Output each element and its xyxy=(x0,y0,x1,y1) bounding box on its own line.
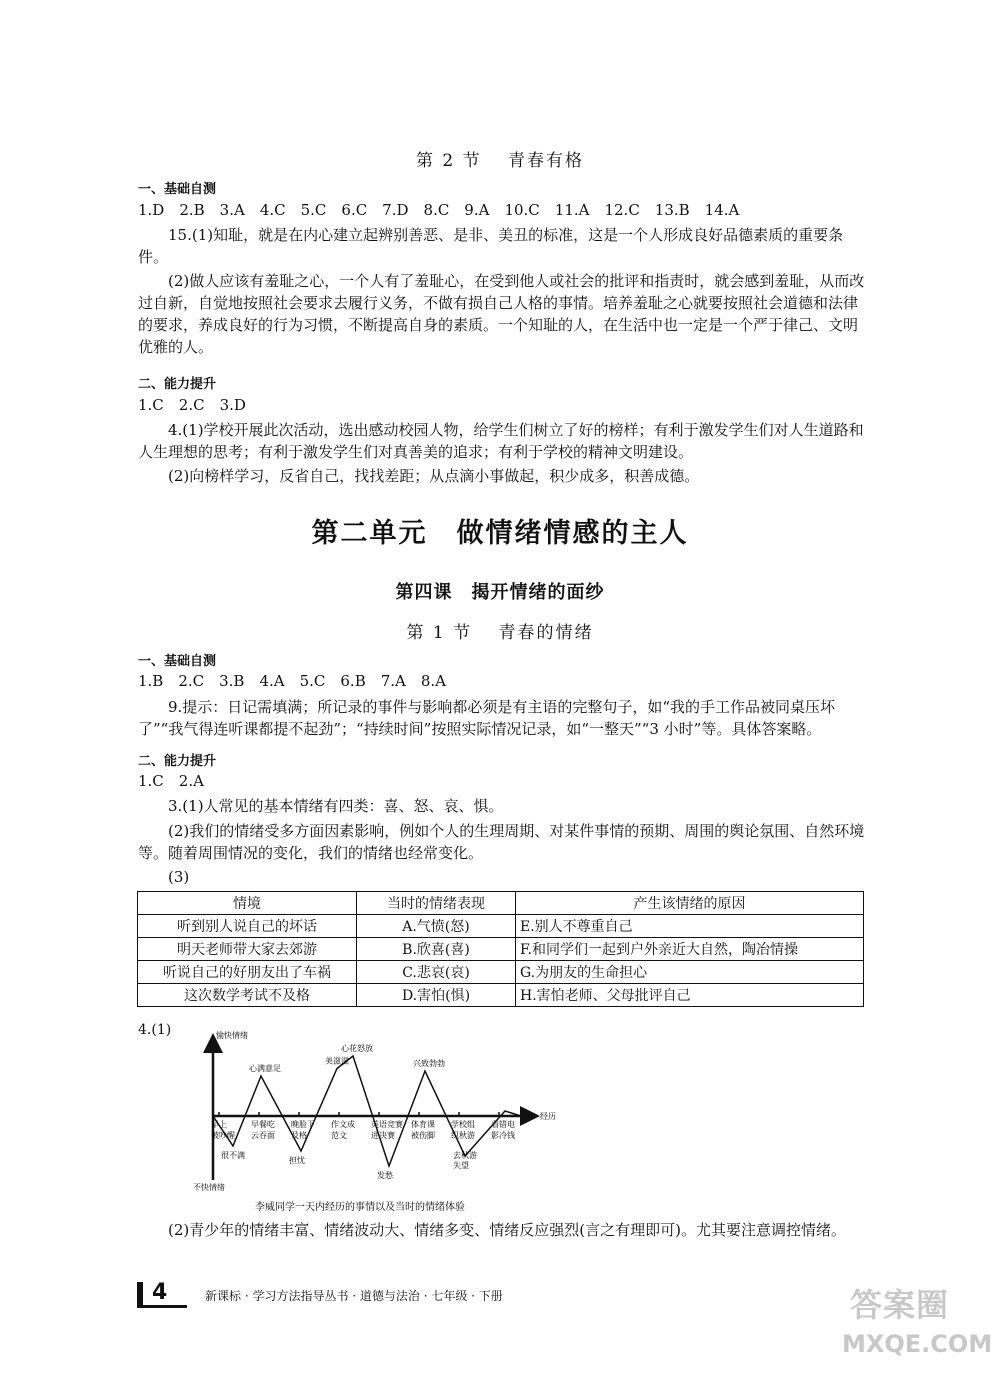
emotion-annotation: 兴致勃勃 xyxy=(413,1059,445,1068)
x-event-label-top: 作文成 xyxy=(331,1120,355,1129)
y-label-bottom: 不快情绪 xyxy=(193,1183,225,1192)
x-event-label-bottom: 及格 xyxy=(291,1131,307,1140)
table-cell: C.悲哀(哀) xyxy=(357,961,516,984)
x-event-label-top: 体育课 xyxy=(411,1120,435,1129)
q3-answer-p3-label: (3) xyxy=(168,868,190,886)
footer-underline xyxy=(137,1305,187,1308)
emotion-annotation: 去秋游 xyxy=(453,1151,477,1160)
x-event-label-top: 早餐吃 xyxy=(251,1120,275,1129)
mc-answers: 1.B 2.C 3.B 4.A 5.C 6.B 7.A 8.A xyxy=(138,672,447,690)
x-event-label-bottom: 被吵醒 xyxy=(211,1131,235,1140)
part2-heading: 二、能力提升 xyxy=(138,754,217,769)
table-cell: 听到别人说自己的坏话 xyxy=(138,915,357,938)
table-row xyxy=(138,915,864,938)
x-event-label-bottom: 范文 xyxy=(331,1131,347,1140)
table-header: 当时的情绪表现 xyxy=(357,892,516,915)
part1-heading: 一、基础自测 xyxy=(138,654,217,669)
q4-answer-p2: (2)向榜样学习，反省自己，找找差距；从点滴小事做起，积少成多，积善成德。 xyxy=(168,467,700,485)
lesson-title: 第四课 揭开情绪的面纱 xyxy=(395,582,605,603)
table-cell: 这次数学考试不及格 xyxy=(138,984,357,1007)
section-title-qingchun-qingxu: 第 1 节 青春的情绪 xyxy=(406,623,594,643)
x-event-label-bottom: 影冷钱 xyxy=(491,1131,515,1140)
page-number: 4 xyxy=(152,1280,168,1305)
table-cell: F.和同学们一起到户外亲近大自然，陶冶情操 xyxy=(516,938,864,961)
q4-answer-p2: (2)青少年的情绪丰富、情绪波动大、情绪多变、情绪反应强烈(言之有理即可)。尤其要注意调控情绪。 xyxy=(168,1221,846,1239)
emotion-annotation: 美滋滋 xyxy=(325,1056,349,1066)
x-event-label-bottom: 被伤脚 xyxy=(411,1131,435,1140)
emotion-annotation: 心满意足 xyxy=(249,1064,281,1073)
section-title-qingchun-youge: 第 2 节 青春有格 xyxy=(415,151,585,171)
x-label: 经历 xyxy=(540,1112,556,1121)
x-event-label-top: 学校组 xyxy=(451,1120,475,1129)
mc-answers: 1.D 2.B 3.A 4.C 5.C 6.C 7.D 8.C 9.A 10.C 11.A 12.C 13.B 14.A xyxy=(138,201,740,219)
x-event-label-top: 晚脸下 xyxy=(291,1120,315,1129)
table-cell: G.为朋友的生命担心 xyxy=(516,961,864,984)
chart-caption: 李威同学一天内经历的事情以及当时的情绪体验 xyxy=(255,1202,465,1213)
emotion-curve-chart xyxy=(190,1030,610,1215)
watermark-logo: 答案圈 xyxy=(850,1286,950,1324)
emotion-table xyxy=(137,891,864,1007)
series-name: 新课标 · 学习方法指导丛书 · 道德与法治 · 七年级 · 下册 xyxy=(205,1289,503,1303)
table-row xyxy=(138,984,864,1007)
q15-answer-p1: 15.(1)知耻，就是在内心建立起辨别善恶、是非、美丑的标准，这是一个人形成良好品德素质的重要条件。 xyxy=(138,226,844,266)
q9-answer: 9.提示：日记需填满；所记录的事件与影响都必须是有主语的完整句子，如“我的手工作品被同桌压坏了”“我气得连听课都提不起劲”；“持续时间”按照实际情况记录，如“一整天”“3 小时”等。具体答案略。 xyxy=(138,698,835,738)
y-label-top: 愉快情绪 xyxy=(216,1031,248,1040)
table-header-row xyxy=(138,892,864,915)
q3-answer-p2: (2)我们的情绪受多方面因素影响，例如个人的生理周期、对某件事情的预期、周围的舆论氛围、自然环境等。随着周围情况的变化，我们的情绪也经常变化。 xyxy=(138,822,865,862)
mc2-answers: 1.C 2.C 3.D xyxy=(138,396,246,414)
table-cell: 听说自己的好朋友出了车祸 xyxy=(138,961,357,984)
q4-label: 4.(1) xyxy=(138,1022,172,1038)
table-cell: B.欣喜(喜) xyxy=(357,938,516,961)
table-cell: H.害怕老师、父母批评自己 xyxy=(516,984,864,1007)
emotion-annotation: 担忧 xyxy=(289,1156,305,1165)
x-event-label-top: 看错电 xyxy=(491,1120,515,1129)
emotion-annotation: 失望 xyxy=(453,1161,469,1170)
watermark-url: MXQE.COM xyxy=(842,1330,993,1358)
part2-heading: 二、能力提升 xyxy=(138,377,217,392)
emotion-annotation: 发愁 xyxy=(377,1171,393,1180)
x-event-label-top: 早上 xyxy=(211,1120,227,1129)
emotion-annotation: 很不满 xyxy=(221,1151,245,1160)
table-cell: E.别人不尊重自己 xyxy=(516,915,864,938)
part1-heading: 一、基础自测 xyxy=(138,182,217,197)
table-cell: A.气愤(怒) xyxy=(357,915,516,938)
emotion-annotation: 心花怒放 xyxy=(341,1044,373,1053)
table-header: 情境 xyxy=(138,892,357,915)
table-header: 产生该情绪的原因 xyxy=(516,892,864,915)
x-event-label-bottom: 进决赛 xyxy=(371,1131,395,1140)
mc2-answers: 1.C 2.A xyxy=(138,772,204,790)
q15-answer-p2: (2)做人应该有羞耻之心，一个人有了羞耻心，在受到他人或社会的批评和指责时，就会感到羞耻，从而改过自新，自觉地按照社会要求去履行义务，不做有损自己人格的事情。培养羞耻之心就要按照社会道德和法律的要求，养成良好的行为习惯，不断提高自身的素质。一个知耻的人，在生活中也一定是一个严于律己、文明优雅的人。 xyxy=(138,272,865,356)
table-row xyxy=(138,961,864,984)
table-row xyxy=(138,938,864,961)
x-event-label-bottom: 云吞面 xyxy=(251,1131,275,1140)
table-cell: D.害怕(惧) xyxy=(357,984,516,1007)
unit-title: 第二单元 做情绪情感的主人 xyxy=(311,518,689,549)
x-event-label-top: 英语竞赛 xyxy=(371,1120,403,1129)
q3-answer-p1: 3.(1)人常见的基本情绪有四类：喜、怒、哀、惧。 xyxy=(168,797,504,815)
table-cell: 明天老师带大家去郊游 xyxy=(138,938,357,961)
x-event-label-bottom: 织秋游 xyxy=(451,1131,475,1140)
q4-answer-p1: 4.(1)学校开展此次活动，选出感动校园人物，给学生们树立了好的榜样；有利于激发学生们对人生道路和人生理想的思考；有利于激发学生们对真善美的追求；有利于学校的精神文明建设。 xyxy=(138,421,864,461)
